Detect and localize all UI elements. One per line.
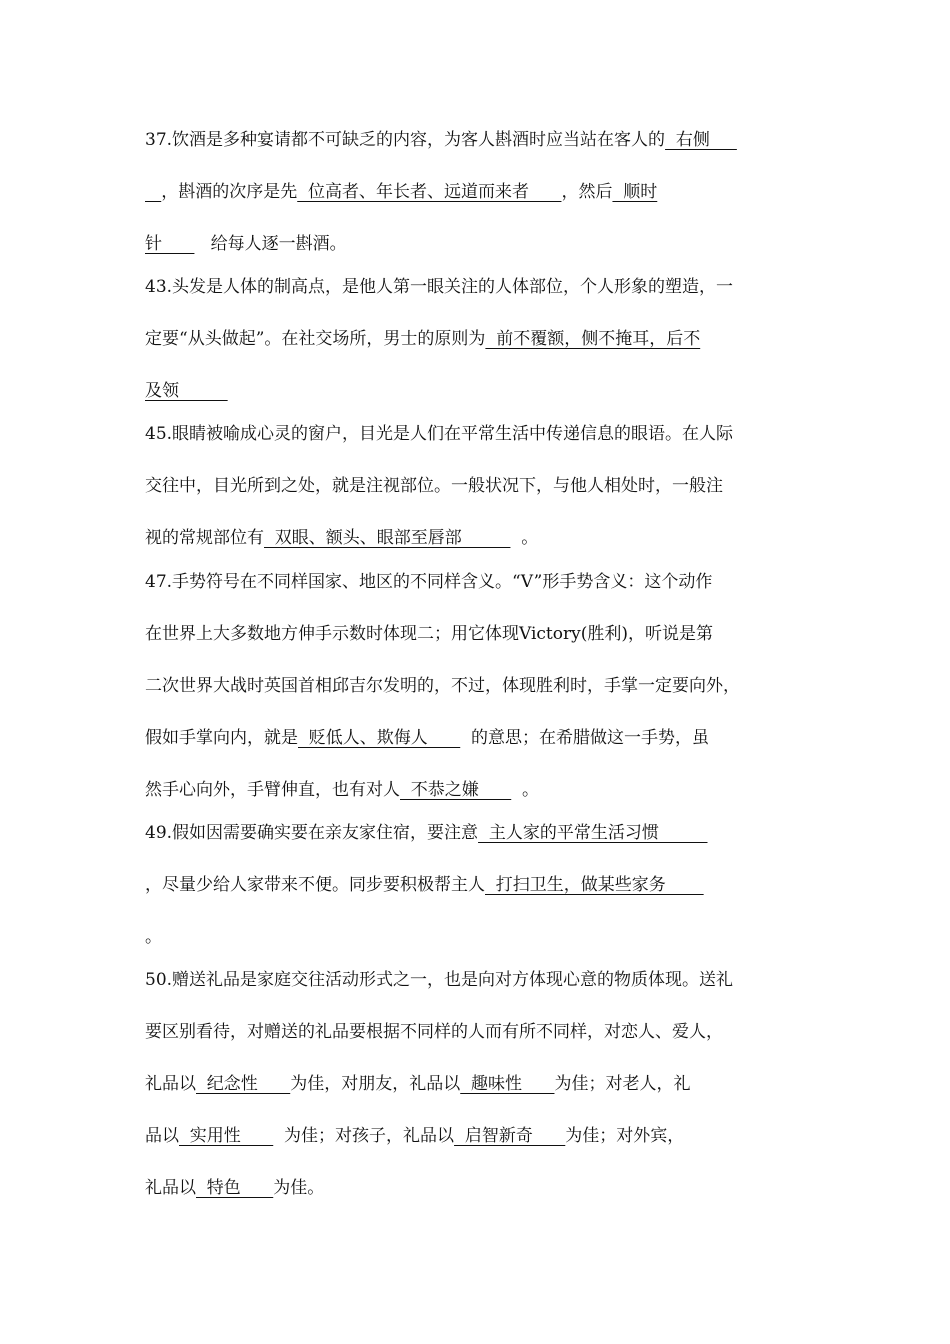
text-line — [145, 821, 708, 845]
answer-text: 趣味性 — [460, 1074, 555, 1094]
text-line — [145, 622, 713, 646]
answer-text: 打扫卫生，做某些家务 — [485, 875, 704, 895]
answer-text: 启智新奇 — [454, 1126, 566, 1146]
text-line — [145, 379, 228, 403]
text-line — [145, 526, 538, 550]
question-text: 47.手势符号在不同样国家、地区的不同样含义。“V”形手势含义：这个动作 — [145, 572, 713, 592]
question-text: 为佳；对孩子，礼品以 — [273, 1126, 455, 1146]
question-text: 为佳；对老人，礼 — [554, 1074, 691, 1094]
question-text: 50.赠送礼品是家庭交往活动形式之一，也是向对方体现心意的物质体现。送礼 — [145, 970, 734, 990]
text-line — [145, 925, 162, 949]
text-line — [145, 474, 723, 498]
answer-text: 及领 — [145, 381, 228, 401]
question-text: 交往中，目光所到之处，就是注视部位。一般状况下，与他人相处时，一般注 — [145, 476, 723, 496]
text-line — [145, 180, 657, 204]
question-text: 给每人逐一斟酒。 — [194, 234, 347, 254]
question-text: 37.饮酒是多种宴请都不可缺乏的内容，为客人斟酒时应当站在客人的 — [145, 130, 666, 150]
answer-text: 主人家的平常生活习惯 — [478, 823, 708, 843]
question-text: 品以 — [145, 1126, 179, 1146]
question-text: 视的常规部位有 — [145, 528, 264, 548]
text-line — [145, 128, 737, 152]
text-line — [145, 275, 733, 299]
answer-text: 纪念性 — [196, 1074, 291, 1094]
question-text: ，尽量少给人家带来不便。同步要积极帮主人 — [145, 875, 485, 895]
question-text: 。 — [145, 927, 162, 947]
question-text: 假如手掌向内，就是 — [145, 728, 298, 748]
question-text: 为佳；对外宾， — [565, 1126, 685, 1146]
question-text: 。 — [510, 528, 539, 548]
answer-text: 针 — [145, 234, 195, 254]
question-text: 在世界上大多数地方伸手示数时体现二；用它体现Victory(胜利)，听说是第 — [145, 624, 713, 644]
question-text: 要区别看待，对赠送的礼品要根据不同样的人而有所不同样，对恋人、爱人， — [145, 1022, 723, 1042]
text-line — [145, 327, 700, 351]
question-text: 二次世界大战时英国首相邱吉尔发明的，不过，体现胜利时，手掌一定要向外， — [145, 676, 740, 696]
answer-text: 位高者、年长者、远道而来者 — [297, 182, 562, 202]
answer-text: 右侧 — [665, 130, 737, 150]
answer-text: 不恭之嫌 — [400, 780, 512, 800]
question-text: ，然后 — [561, 182, 613, 202]
question-text: 43.头发是人体的制高点，是他人第一眼关注的人体部位，个人形象的塑造，一 — [145, 277, 734, 297]
question-text: 礼品以 — [145, 1074, 196, 1094]
text-line — [145, 232, 347, 256]
question-text: 49.假如因需要确实要在亲友家住宿，要注意 — [145, 823, 479, 843]
text-line — [145, 422, 733, 446]
question-text: 定要“从头做起”。在社交场所，男士的原则为 — [145, 329, 486, 349]
answer-text: 特色 — [196, 1178, 274, 1198]
question-text: 的意思；在希腊做这一手势，虽 — [460, 728, 710, 748]
question-text: 45.眼睛被喻成心灵的窗户，目光是人们在平常生活中传递信息的眼语。在人际 — [145, 424, 734, 444]
text-line — [145, 968, 733, 992]
text-line — [145, 674, 740, 698]
text-line — [145, 570, 712, 594]
question-text: 礼品以 — [145, 1178, 196, 1198]
question-text: 为佳，对朋友，礼品以 — [290, 1074, 461, 1094]
question-text: ，斟酒的次序是先 — [161, 182, 298, 202]
answer-text: 前不覆额，侧不掩耳，后不 — [485, 329, 701, 349]
text-line — [145, 1072, 690, 1096]
text-line — [145, 873, 704, 897]
text-line — [145, 726, 709, 750]
text-line — [145, 1176, 324, 1200]
text-line — [145, 1020, 723, 1044]
answer-text: 顺时 — [612, 182, 658, 202]
text-line — [145, 778, 539, 802]
question-text: 。 — [511, 780, 540, 800]
answer-text: 实用性 — [179, 1126, 274, 1146]
answer-text — [145, 182, 161, 202]
question-text: 为佳。 — [273, 1178, 325, 1198]
answer-text: 双眼、额头、眼部至唇部 — [264, 528, 511, 548]
question-text: 然手心向外，手臂伸直，也有对人 — [145, 780, 400, 800]
answer-text: 贬低人、欺侮人 — [298, 728, 461, 748]
text-line — [145, 1124, 684, 1148]
